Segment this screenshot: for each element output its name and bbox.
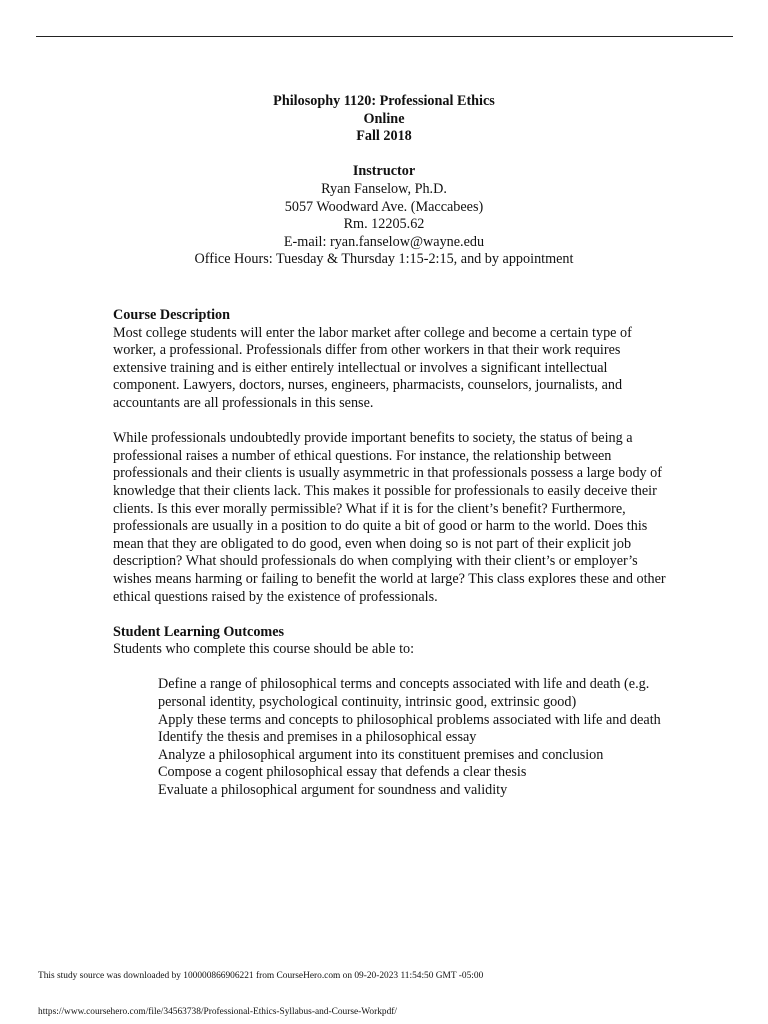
syllabus-body bbox=[113, 307, 673, 800]
instructor-heading: Instructor bbox=[352, 163, 416, 180]
course-term: Fall 2018 bbox=[356, 128, 412, 145]
list-item: Define a range of philosophical terms and concepts associated with life and death (e.g. personal identity, psychological continuity, intrinsic good, extrinsic good) bbox=[158, 676, 650, 711]
instructor-email: E-mail: ryan.fanselow@wayne.edu bbox=[283, 233, 485, 250]
learning-outcomes-list bbox=[113, 676, 673, 799]
list-item: Compose a cogent philosophical essay that defends a clear thesis bbox=[158, 764, 527, 781]
header-spacer bbox=[0, 146, 768, 164]
instructor-address: 5057 Woodward Ave. (Maccabees) bbox=[284, 198, 484, 215]
course-format: Online bbox=[363, 110, 405, 127]
course-title: Philosophy 1120: Professional Ethics bbox=[273, 93, 495, 109]
paragraph-spacer bbox=[113, 413, 673, 431]
learning-outcomes-heading: Student Learning Outcomes bbox=[113, 623, 285, 640]
instructor-room: Rm. 12205.62 bbox=[343, 216, 425, 233]
learning-outcomes-intro: Students who complete this course should be able to: bbox=[113, 641, 415, 658]
paragraph-spacer bbox=[113, 659, 673, 677]
download-note: This study source was downloaded by 100000866906221 from CourseHero.com on 09-20-2023 11:54:50 GMT -05:00 bbox=[38, 971, 484, 981]
course-description-heading: Course Description bbox=[113, 307, 231, 323]
instructor-name: Ryan Fanselow, Ph.D. bbox=[321, 180, 447, 197]
office-hours: Office Hours: Tuesday & Thursday 1:15-2:15, and by appointment bbox=[194, 251, 574, 268]
list-item: Evaluate a philosophical argument for soundness and validity bbox=[158, 782, 508, 799]
course-description-paragraph-2: While professionals undoubtedly provide important benefits to society, the status of being a professional raises a number of ethical questions. For instance, the relationship between professionals and their clients is usually asymmetric in that professionals possess a large body of knowledge that their clients lack. This makes it possible for professionals to easily deceive their clients. Is this ever morally permissible? What if it is for the client’s benefit? Furthermore, professionals are usually in a position to do quite a bit of good or harm to the world. Does this mean that they are obligated to do good, even when doing so is not part of their explicit job description? What should professionals do when complying with their client’s or employer’s wishes means harming or failing to benefit the world at large? This class explores these and other ethical questions raised by the existence of professionals. bbox=[113, 430, 666, 605]
source-url: https://www.coursehero.com/file/34563738/Professional-Ethics-Syllabus-and-Course-Workpdf/ bbox=[38, 1007, 397, 1017]
course-description-paragraph-1: Most college students will enter the labor market after college and become a certain type of worker, a professional. Professionals differ from other workers in that their work requires extensive training and is either entirely intellectual or involves a significant intellectual component. Lawyers, doctors, nurses, engineers, pharmacists, counselors, journalists, and accountants are all professionals in this sense. bbox=[113, 324, 632, 411]
syllabus-header bbox=[0, 93, 768, 269]
list-item: Apply these terms and concepts to philosophical problems associated with life and death bbox=[158, 711, 661, 728]
list-item: Analyze a philosophical argument into its constituent premises and conclusion bbox=[158, 746, 604, 763]
list-item: Identify the thesis and premises in a philosophical essay bbox=[158, 729, 477, 746]
paragraph-spacer bbox=[113, 606, 673, 624]
top-rule bbox=[36, 36, 733, 37]
